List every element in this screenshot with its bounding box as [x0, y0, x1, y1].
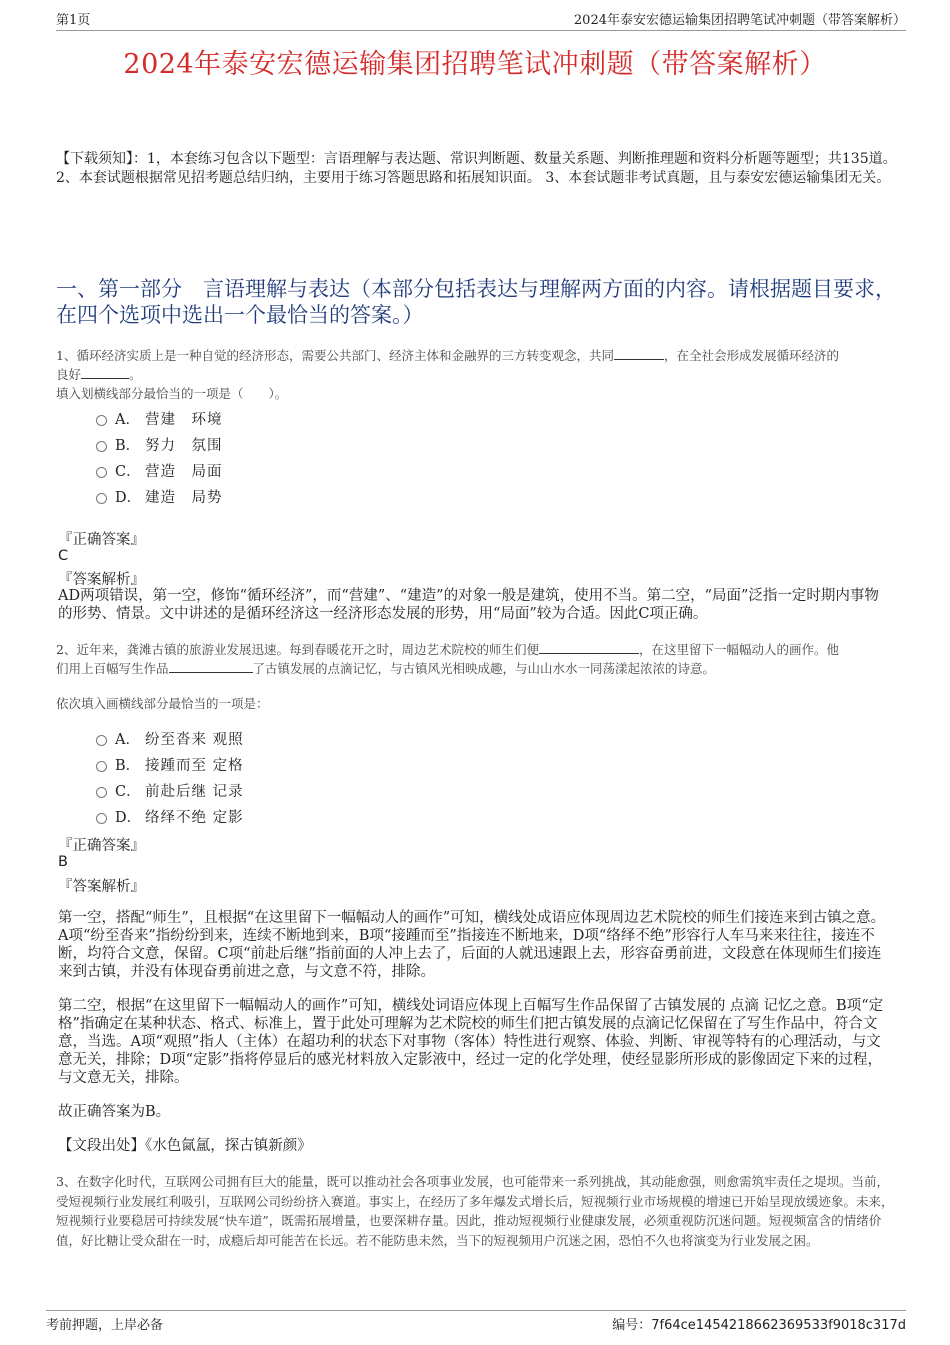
radio-icon[interactable]: [96, 813, 107, 824]
radio-icon[interactable]: [96, 467, 107, 478]
q2-conclusion: 故正确答案为B。: [58, 1104, 171, 1120]
question-2-stem: 2、近年来，龚滩古镇的旅游业发展迅速。每到春暖花开之时，周边艺术院校的师生们便 ，在这里留下一幅幅动人的画作。他 们用上百幅写生作品 了古镇发展的点滴记忆，与古镇风光相映成趣，与山山水水一同荡漾起浓浓的诗意。: [56, 642, 839, 676]
q2-analysis-label: 『答案解析』: [58, 879, 145, 895]
fill-blank: [169, 659, 253, 673]
q2-option-c[interactable]: C． 前赴后继 记录: [96, 780, 244, 800]
radio-icon[interactable]: [96, 415, 107, 426]
radio-icon[interactable]: [96, 761, 107, 772]
question-3-stem: 3、在数字化时代，互联网公司拥有巨大的能量，既可以推动社会各项事业发展，也可能带来一系列挑战，其动能愈强，则愈需筑牢责任之堤坝。当前，受短视频行业发展红利吸引，互联网公司纷纷挤入赛道。事实上，在经历了多年爆发式增长后，短视频行业市场规模的增速已开始呈现放缓迹象。未来，短视频行业要稳居可持续发展“快车道”，既需拓展增量，也要深耕存量。因此，推动短视频行业健康发展，必须重视防沉迷问题。短视频富含的情绪价值，好比糖让受众甜在一时，成瘾后却可能苦在长远。若不能防患未然，当下的短视频用户沉迷之困，恐怕不久也将演变为行业发展之困。: [56, 1174, 894, 1248]
q2-source: 【文段出处】《水色氤氲，探古镇新颜》: [58, 1138, 312, 1154]
fill-blank: [81, 365, 129, 379]
q2-option-b[interactable]: B． 接踵而至 定格: [96, 754, 244, 774]
q2-option-a[interactable]: A． 纷至沓来 观照: [96, 728, 244, 748]
question-1-stem: 1、循环经济实质上是一种自觉的经济形态，需要公共部门、经济主体和金融界的三方转变观念，共同 ，在全社会形成发展循环经济的 良好 。 填入划横线部分最恰当的一项是（ ）。: [56, 348, 839, 401]
page-number: 第1页: [56, 12, 91, 28]
q2-option-d[interactable]: D． 络绎不绝 定影: [96, 806, 244, 826]
section-heading: 一、第一部分 言语理解与表达（本部分包括表达与理解两方面的内容。请根据题目要求，在四个选项中选出一个最恰当的答案。）: [56, 277, 896, 327]
q2-analysis-para-2: 第二空，根据“在这里留下一幅幅动人的画作”可知，横线处词语应体现上百幅写生作品保留了古镇发展的 点滴 记忆之意。B项“定格”指确定在某种状态、格式、标准上，置于此处可理解为艺术院校的师生们把古镇发展的点滴记忆保留在了写生作品中，符合文意，当选。A项“观照”指人（主体）在超功利的状态下对事物（客体）特性进行观察、体验、判断、审视等特有的心理活动，与文意无关，排除；D项“定影”指将停显后的感光材料放入定影液中，经过一定的化学处理，使经显影所形成的影像固定下来的过程，与文意无关，排除。: [58, 998, 884, 1086]
q1-analysis: AD两项错误，第一空，修饰“循环经济”，而“营建”、“建造”的对象一般是建筑，使用不当。第二空，“局面”泛指一定时期内事物的形势、情景。文中讲述的是循环经济这一经济形态发展的形势，用“局面”较为合适。因此C项正确。: [58, 588, 879, 622]
footer-slogan: 考前押题，上岸必备: [46, 1317, 164, 1333]
question-2-instruction: 依次填入画横线部分最恰当的一项是：: [56, 696, 269, 711]
q2-answer-label: 『正确答案』: [58, 838, 145, 854]
fill-blank: [614, 346, 664, 360]
q2-answer: B: [58, 854, 68, 870]
q1-option-d[interactable]: D． 建造 局势: [96, 486, 223, 506]
page-title: 2024年泰安宏德运输集团招聘笔试冲刺题（带答案解析）: [123, 49, 827, 80]
header-doc-title: 2024年泰安宏德运输集团招聘笔试冲刺题（带答案解析）: [573, 12, 906, 28]
download-notice: 【下载须知】：1，本套练习包含以下题型：言语理解与表达题、常识判断题、数量关系题、判断推理题和资料分析题等题型；共135道。 2、本套试题根据常见招考题总结归纳，主要用于练习答题思路和拓展知识面。 3、本套试题非考试真题，且与泰安宏德运输集团无关。: [56, 151, 897, 186]
q1-option-a[interactable]: A． 营建 环境: [96, 408, 223, 428]
q1-option-b[interactable]: B． 努力 氛围: [96, 434, 223, 454]
radio-icon[interactable]: [96, 735, 107, 746]
q1-analysis-label: 『答案解析』: [58, 572, 145, 588]
q2-analysis-para-1: 第一空，搭配“师生”，且根据“在这里留下一幅幅动人的画作”可知，横线处成语应体现周边艺术院校的师生们接连来到古镇之意。A项“纷至沓来”指纷纷到来，连续不断地到来，B项“接踵而至”指接连不断地来，D项“络绎不绝”形容行人车马来来往往，接连不断，均符合文意，保留。C项“前赴后继”指前面的人冲上去了，后面的人就迅速跟上去，形容奋勇前进，文段意在体现师生们接连来到古镇，并没有体现奋勇前进之意，与文意不符，排除。: [58, 910, 886, 980]
radio-icon[interactable]: [96, 441, 107, 452]
fill-blank: [539, 640, 639, 654]
q1-answer: C: [58, 548, 69, 564]
q1-option-c[interactable]: C． 营造 局面: [96, 460, 223, 480]
radio-icon[interactable]: [96, 493, 107, 504]
footer-code: 编号：7f64ce1454218662369533f9018c317d: [612, 1317, 906, 1333]
q1-answer-label: 『正确答案』: [58, 532, 145, 548]
page-header: [56, 8, 906, 31]
page-footer: [46, 1310, 906, 1333]
radio-icon[interactable]: [96, 787, 107, 798]
